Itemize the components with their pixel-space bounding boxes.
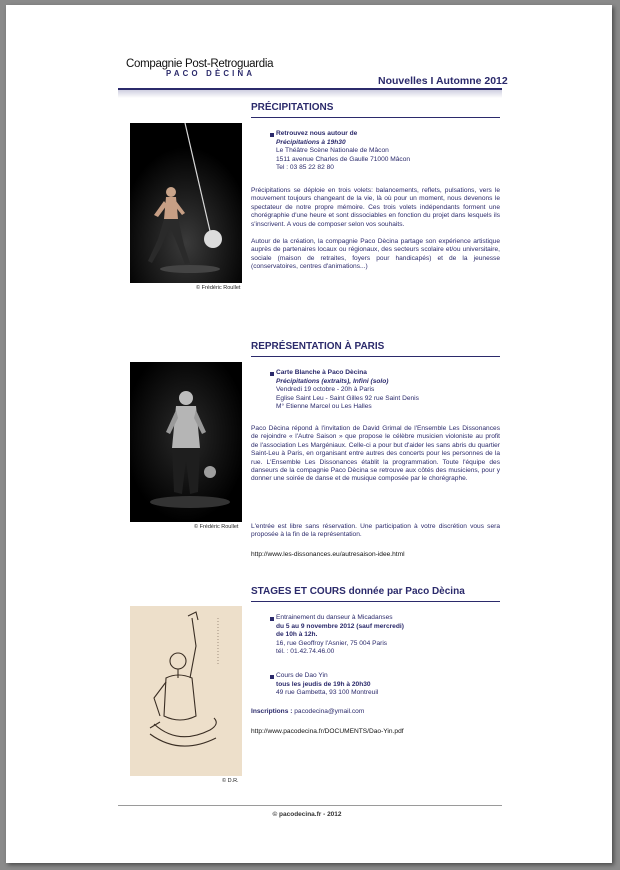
footer-text: © pacodecina.fr - 2012 <box>272 811 342 818</box>
event-line: Précipitations à 19h30 <box>276 138 346 146</box>
event-details <box>276 369 419 412</box>
photo-credit: © Frédéric Roullet <box>196 285 241 291</box>
section-rule <box>251 356 500 357</box>
bullet-marker <box>270 617 274 621</box>
dancer-photo-paris <box>130 362 242 522</box>
event-line: Le Théâtre Scène Nationale de Mâcon <box>276 147 389 154</box>
footer-rule <box>118 805 502 806</box>
course-line: Entrainement du danseur à Micadanses <box>276 614 393 621</box>
photo-credit: © D.R. <box>222 778 239 784</box>
section-paragraph: L'entrée est libre sans réservation. Une participation à votre discrétion vous sera proposée à la fin de la représentation. <box>251 523 500 539</box>
course-line: du 5 au 9 novembre 2012 (sauf mercredi) <box>276 622 404 630</box>
course-line: de 10h à 12h. <box>276 631 318 638</box>
course-line: 16, rue Geoffroy l'Asnier, 75 004 Paris <box>276 639 388 647</box>
event-line: Carte Blanche à Paco Dècina <box>276 369 367 376</box>
section-rule <box>251 601 500 602</box>
section-title-paris: REPRÉSENTATION À PARIS <box>251 341 385 352</box>
dancer-photo-precipitations <box>130 123 242 283</box>
header-shadow <box>118 90 502 98</box>
course-details-1 <box>276 614 404 657</box>
section-title-stages: STAGES ET COURS donnée par Paco Dècina <box>251 586 465 597</box>
dancer-back-image <box>130 362 242 522</box>
issue-title: Nouvelles I Automne 2012 <box>378 75 508 87</box>
section-rule <box>251 117 500 118</box>
inscriptions-label: Inscriptions : <box>251 708 293 715</box>
course-details-2 <box>276 672 378 698</box>
bullet-marker <box>270 675 274 679</box>
inscriptions-email[interactable]: pacodecina@ymail.com <box>294 708 365 715</box>
photo-credit: © Frédéric Roullet <box>194 524 239 530</box>
inscriptions <box>251 708 364 717</box>
event-line: Retrouvez nous autour de <box>276 130 358 137</box>
bullet-marker <box>270 372 274 376</box>
section-title-precipitations: PRÉCIPITATIONS <box>251 102 334 113</box>
section-paragraph: Paco Dècina répond à l'invitation de David Grimal de l'Ensemble Les Dissonances de rejoindre « l'Autre Saison » que propose le célèbre musicien violoniste au profit de l'association Les Margéniaux. Celle-ci a pour but d'aider les sans abris du quartier Saint-Leu à Paris, en organisant entre autres des concerts pour les personnes de la rue. L'Ensemble Les Dissonances établit la programmation. Toute l'équipe des danseurs de la compagnie Paco Dècina se retrouve aux côtés des musiciens, pour y donner une soirée de danse et de musique composée par le chorégraphe. <box>251 425 500 483</box>
event-line: Précipitations (extraits), Infini (solo) <box>276 377 389 385</box>
footer <box>6 811 612 818</box>
event-details <box>276 130 410 173</box>
event-line: Vendredi 19 octobre - 20h à Paris <box>276 386 375 393</box>
section-paragraph: Autour de la création, la compagnie Paco Dècina partage son expérience artistique auprès de partenaires locaux ou régionaux, des secteurs scolaire et/ou universitaire, sociale (maison de retraites, foyers pour handicapés) et de la jeunesse (conservatoires, centres d'animations...) <box>251 238 500 271</box>
dao-yin-drawing <box>130 606 242 776</box>
company-line: Compagnie Post-Retroguardia <box>126 58 274 70</box>
dancer-with-ball-image <box>130 123 242 283</box>
dao-yin-link[interactable]: http://www.pacodecina.fr/DOCUMENTS/Dao-Yin.pdf <box>251 728 404 735</box>
company-name: PACO DÈCINA <box>166 69 256 78</box>
dissonances-link[interactable]: http://www.les-dissonances.eu/autresaison-idee.html <box>251 551 405 558</box>
course-line: tous les jeudis de 19h à 20h30 <box>276 680 371 688</box>
seated-figure-drawing <box>130 606 242 776</box>
event-line: Tel : 03 85 22 82 80 <box>276 164 334 171</box>
event-line: 1511 avenue Charles de Gaulle 71000 Mâcon <box>276 155 411 163</box>
bullet-marker <box>270 133 274 137</box>
newsletter-page <box>6 5 612 863</box>
section-paragraph: Précipitations se déploie en trois volets: balancements, reflets, pulsations, vers le mouvement toujours changeant de la vie, là où pour un moment, nous devenons le spectateur de notre propre mémoire. Ces trois volets indépendants forment une chorégraphie d'une heure et sont dissociables en fonction du projet dans lesquels ils s'inscrivent. A vous de composer selon vos souhaits. <box>251 187 500 228</box>
course-line: Cours de Dao Yin <box>276 672 328 679</box>
course-line: tél. : 01.42.74.46.00 <box>276 648 335 655</box>
event-line: Eglise Saint Leu - Saint Gilles 92 rue Saint Denis <box>276 394 419 402</box>
event-line: M° Etienne Marcel ou Les Halles <box>276 403 372 410</box>
course-line: 49 rue Gambetta, 93 100 Montreuil <box>276 689 379 696</box>
